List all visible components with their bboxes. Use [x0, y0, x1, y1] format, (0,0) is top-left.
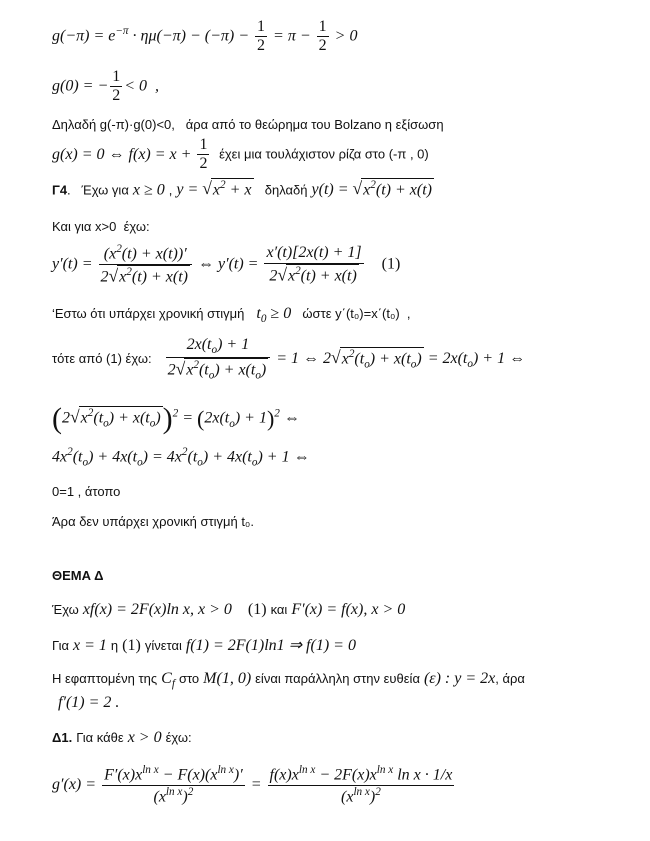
- x-positive-text: Και για x>0 έχω:: [52, 219, 150, 234]
- equation-expanded: $4x^2(t_o) + 4x(t_o) = 4x^2(t_o) + 4x(t_o) + 1$ ⇔: [52, 446, 310, 469]
- d1-label: Δ1.: [52, 730, 73, 745]
- equation-root-interval: g(x) = 0 ⇔ f(x) = x + $\frac{1}{2}$ έχει μια τουλάχιστον ρίζα στο (-π , 0): [52, 136, 429, 173]
- equation-g-prime: g′(x) = $\frac{F'(x)x^{ln x} - F(x)(x^{ln x})'}{(x^{ln x})^2}$ = $\frac{f(x)x^{ln x} - 2F(x)x^{ln x} \ln x \cdot 1/x}{(x^{ln x})^2}$: [52, 764, 453, 806]
- d1-line: Δ1. Για κάθε x > 0 έχω:: [52, 729, 192, 746]
- x-equals-one-line: Για x = 1 η (1) γίνεται f(1) = 2F(1)ln1 ⇒ f(1) = 0: [52, 637, 356, 654]
- equation-squared: $(2√x^2(t_o) + x(t_o))^2 = (2x(t_o) + 1)^2$ ⇔: [52, 402, 300, 435]
- f-prime-one: f′(1) = 2 .: [58, 694, 120, 711]
- from-one-line: τότε από (1) έχω: $\frac{2x(t_o) + 1}{2√x^2(t_o) + x(t_o)}$ = 1 ⇔ $2√x^2(t_o) + x(t_o) = 2x(t_o) + 1$ ⇔: [52, 336, 526, 382]
- tangent-line: Η εφαπτομένη της $C_f$ στο M(1, 0) είναι παράλληλη στην ευθεία (ε) : y = 2x, άρα: [52, 670, 525, 691]
- conclusion-text: Άρα δεν υπάρχει χρονική στιγμή t₀.: [52, 514, 254, 529]
- equation-g-zero: g(0) = − $\frac{1}{2}$ < 0 ,: [52, 68, 160, 105]
- contradiction-text: 0=1 , άτοπο: [52, 484, 121, 499]
- equation-g-minus-pi: $g(-\pi) = e^{-\pi} \cdot \eta\mu(-\pi) - (-\pi)$ − $\frac{1}{2}$ = π − $\frac{1}{2}$ > 0: [52, 18, 358, 55]
- section-heading-theme-d: ΘΕΜΑ Δ: [52, 568, 104, 583]
- equation-derivative: y′(t) = $\frac{(x^2(t) + x(t))'}{2√x^2(t) + x(t)}$ ⇔ y′(t) = $\frac{x'(t)[2x(t) + 1]}{2√x^2(t) + x(t)}$ (1): [52, 243, 401, 286]
- bolzano-text: Δηλαδή g(-π)·g(0)<0, άρα από το θεώρημα του Bolzano η εξίσωση: [52, 117, 444, 132]
- given-equation-line: Έχω xf(x) = 2F(x)ln x, x > 0 (1) και F′(x) = f(x), x > 0: [52, 601, 406, 618]
- tangent-parallel-text: είναι παράλληλη στην ευθεία: [255, 671, 420, 686]
- g4-line: Γ4. Έχω για x ≥ 0 , $y = √x^2 + x$ δηλαδή $y(t) = √x^2(t) + x(t)$: [52, 178, 432, 199]
- assume-line: ‘Εστω ότι υπάρχει χρονική στιγμή $t_0 \ge 0$ ώστε y΄(t₀)=x΄(t₀) ,: [52, 305, 411, 326]
